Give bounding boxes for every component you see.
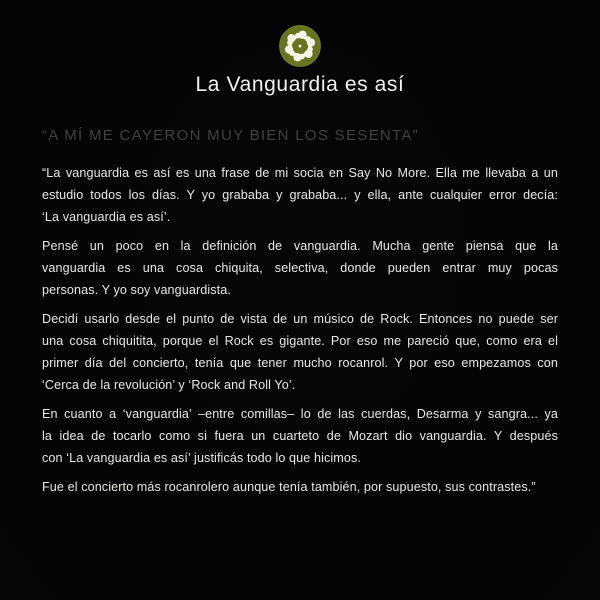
text-line: vanguardia es una cosa chiquita, selectiva, donde pueden entrar muy pocas bbox=[42, 261, 558, 275]
text-line: personas. Y yo soy vanguardista. bbox=[42, 283, 231, 297]
paragraph bbox=[42, 308, 558, 396]
paragraph bbox=[42, 476, 558, 498]
text-line: Fue el concierto más rocanrolero aunque tenía también, por supuesto, sus contrastes.” bbox=[42, 480, 536, 494]
text-line: ‘La vanguardia es así’. bbox=[42, 210, 171, 224]
text-line: con ‘La vanguardia es así’ justificás todo lo que hicimos. bbox=[42, 451, 361, 465]
text-line: una cosa chiquitita, porque el Rock es gigante. Por eso me pareció que, como era el bbox=[42, 334, 558, 348]
text-line: En cuanto a ‘vanguardia’ –entre comillas– lo de las cuerdas, Desarma y sangra... ya bbox=[42, 407, 558, 421]
body-text bbox=[42, 162, 558, 505]
text-line: Decidí usarlo desde el punto de vista de un músico de Rock. Entonces no puede ser bbox=[42, 312, 558, 326]
text-line: “La vanguardia es así es una frase de mi socia en Say No More. Ella me llevaba a un bbox=[42, 166, 558, 180]
paragraph bbox=[42, 162, 558, 228]
text-line: estudio todos los días. Y yo grababa y grababa... y ella, ante cualquier error decía: bbox=[42, 188, 558, 202]
rosette-logo-icon bbox=[275, 21, 325, 71]
text-line: primer día del concierto, tenía que tener mucho rocanrol. Y por eso empezamos con bbox=[42, 356, 558, 370]
section-heading-quote: “A MÍ ME CAYERON MUY BIEN LOS SESENTA” bbox=[42, 127, 419, 144]
text-line: la idea de tocarlo como si fuera un cuarteto de Mozart dio vanguardia. Y después bbox=[42, 429, 558, 443]
text-line: ‘Cerca de la revolución’ y ‘Rock and Roll Yo’. bbox=[42, 378, 296, 392]
page-title: La Vanguardia es así bbox=[195, 73, 405, 96]
paragraph bbox=[42, 403, 558, 469]
paragraph bbox=[42, 235, 558, 301]
text-line: Pensé un poco en la definición de vanguardia. Mucha gente piensa que la bbox=[42, 239, 558, 253]
